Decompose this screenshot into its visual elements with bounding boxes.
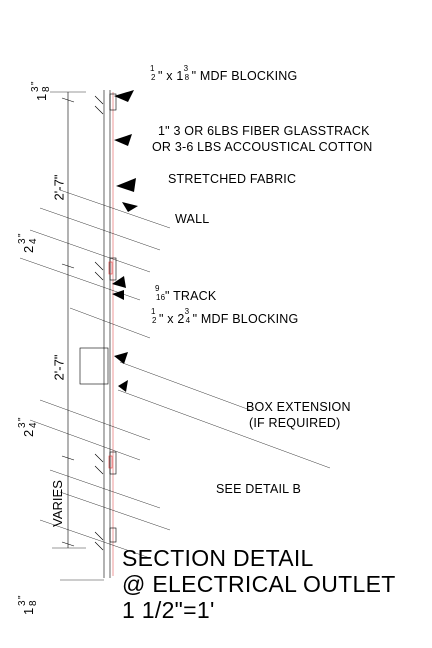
tick-8 [95,454,103,462]
leader-arrow-wall [122,202,138,212]
note-mdf-middle: 1 2 " x 2 3 4 " MDF BLOCKING [151,307,299,326]
tick-9 [95,466,103,474]
note-glasstrack: 1" 3 OR 6LBS FIBER GLASSTRACK [158,124,370,138]
note-box-extension: BOX EXTENSION [246,400,351,414]
note-if-required: (IF REQUIRED) [249,416,341,430]
dim-bottom-fraction: 1 3 8 " [17,595,39,615]
dim-upper-span: 2'-7" [51,174,67,201]
track-detail-upper [109,262,112,274]
leader-arrow-fabric [116,178,136,192]
dim-lower-fraction: 2 3 4 " [17,417,39,437]
note-wall: WALL [175,212,210,226]
leader-arrow-glasstrack [114,134,132,146]
tick-1 [95,96,103,104]
note-cotton: OR 3-6 LBS ACCOUSTICAL COTTON [152,140,373,154]
leader-arrow-track-2 [112,290,124,300]
title-line-1: SECTION DETAIL [122,545,314,571]
tick-6 [95,272,103,280]
dim-varies: VARIES [49,480,65,527]
track-detail-lower [109,456,112,468]
dim-lower-span: 2'-7" [51,354,67,381]
note-track: 9 16 " TRACK [155,284,217,303]
note-see-detail: SEE DETAIL B [216,482,302,496]
tick-2 [95,106,103,114]
leader-arrow-track-1 [112,276,126,288]
title-line-2: @ ELECTRICAL OUTLET [122,571,396,597]
tick-12 [95,542,103,550]
leader-arrow-mdf-top [114,90,134,102]
title-scale: 1 1/2"=1' [122,597,215,623]
dim-upper-fraction: 2 3 4 " [17,233,39,253]
note-mdf-top: 1 2 " x 1 3 8 " MDF BLOCKING [150,64,298,83]
tick-11 [95,532,103,540]
dim-top-fraction: 1 3 8 " [30,81,52,101]
leader-arrow-lower [118,380,128,392]
note-fabric: STRETCHED FABRIC [168,172,297,186]
tick-5 [95,262,103,270]
